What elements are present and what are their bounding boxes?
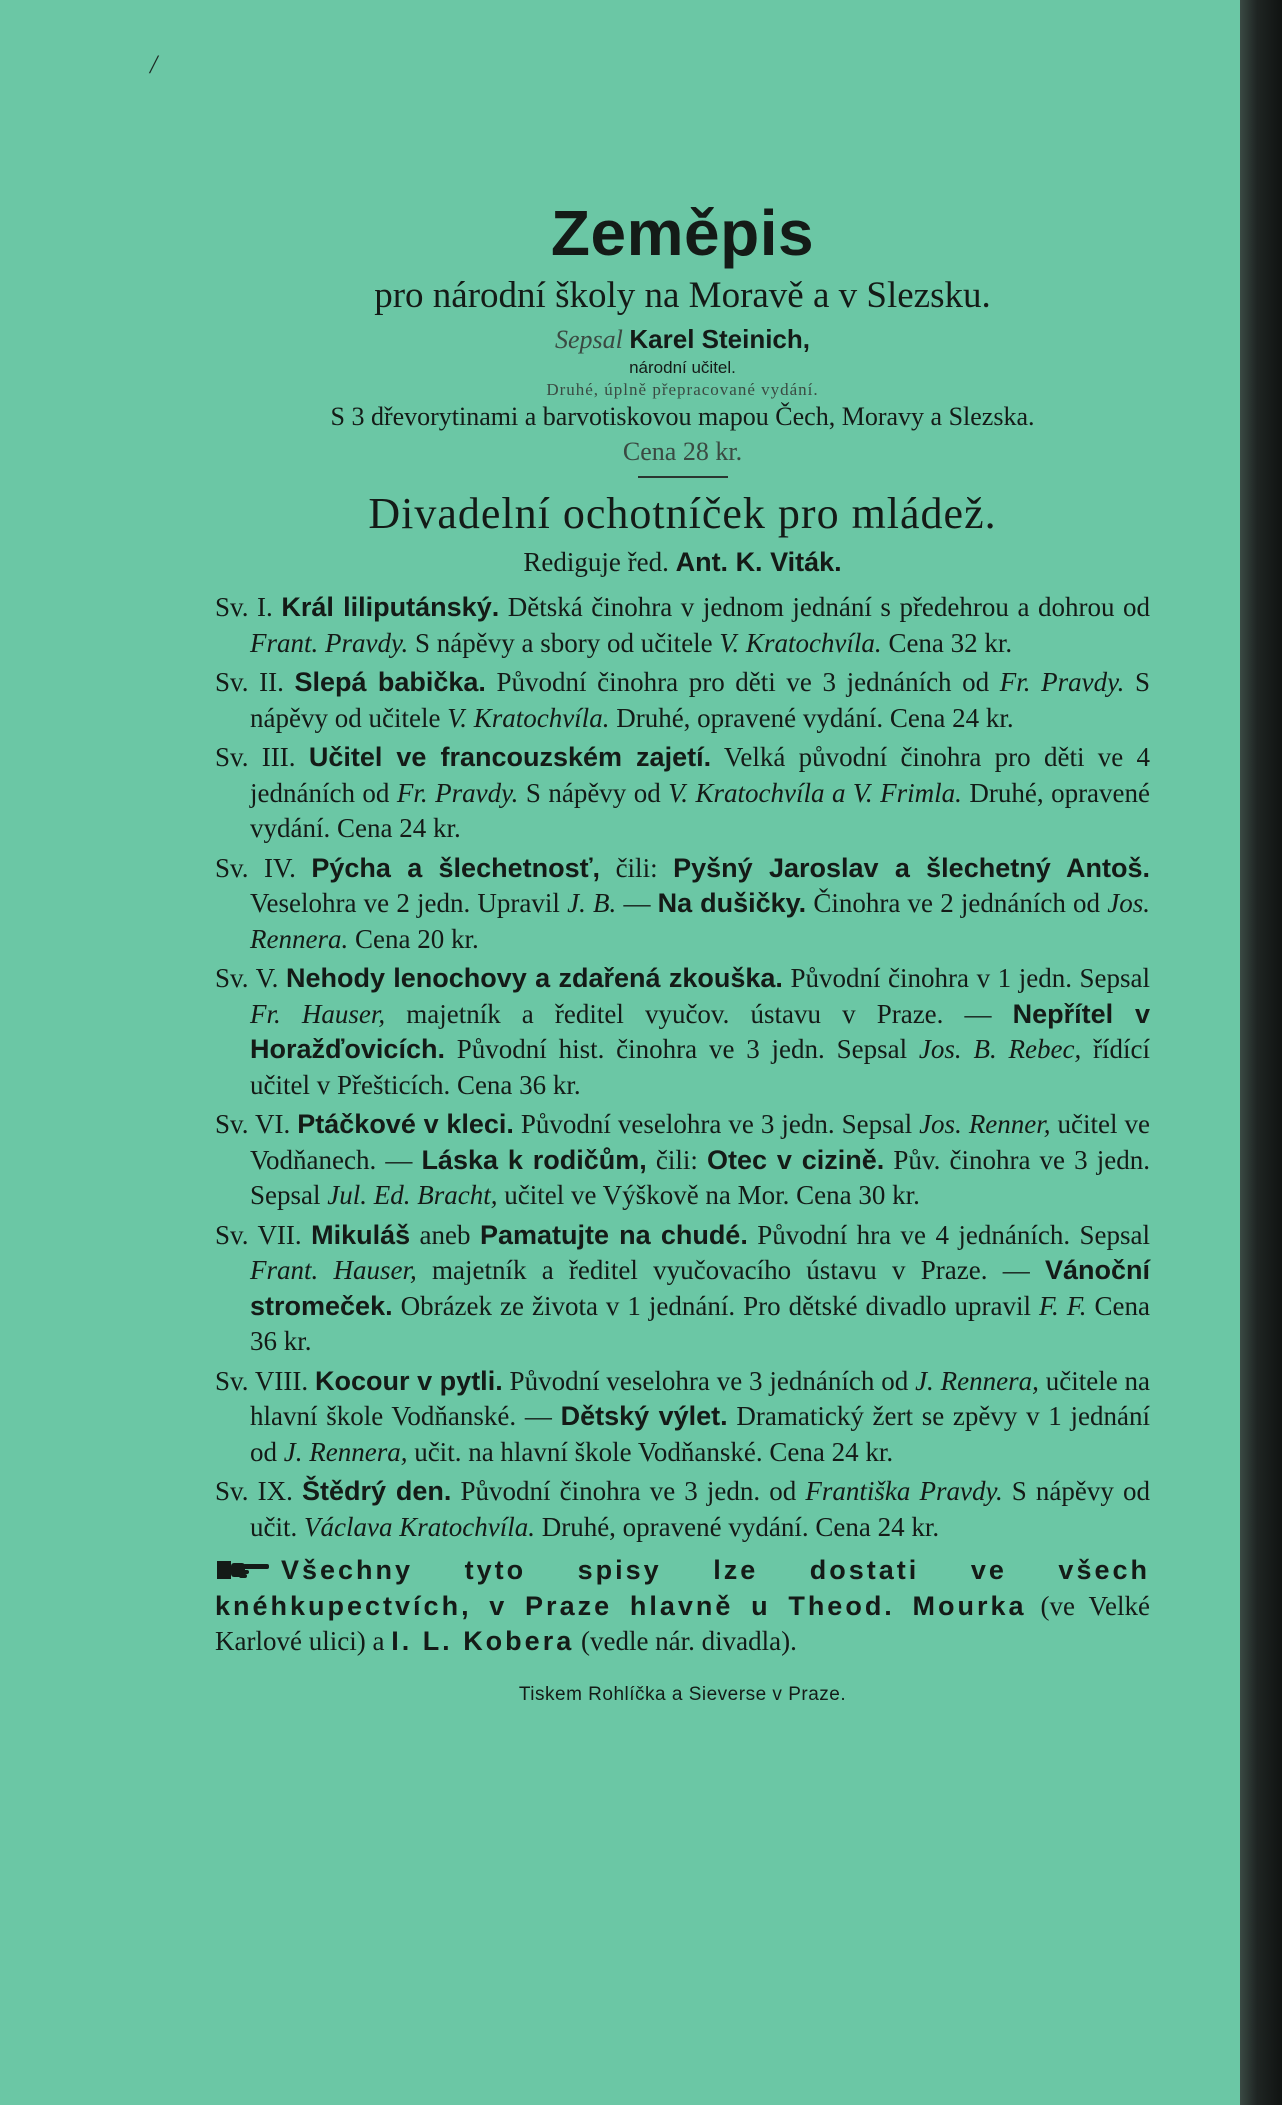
availability-notice [215, 1553, 1150, 1660]
play-title: Ptáčkové v kleci. [297, 1109, 514, 1140]
play-title: Láska k rodičům, [421, 1144, 647, 1175]
series-title: Divadelní ochotníček pro mládež. [368, 489, 997, 539]
text-run: (ve Velké Karlové ulici) a [215, 1590, 1150, 1657]
text-run: Cena 20 kr. [348, 923, 479, 954]
person-name: Fr. Pravdy. [396, 777, 519, 808]
entry-2 [215, 665, 1150, 736]
entry-volume: Sv. VIII. [215, 1365, 309, 1396]
entry-1 [215, 590, 1150, 661]
entry-list [215, 590, 1150, 1660]
printer-credit: Tiskem Rohlíčka a Sieverse v Praze. [518, 1683, 847, 1705]
text-run: S nápěvy a sbory od učitele [408, 627, 720, 658]
text-run: Původní veselohra ve 3 jedn. Sepsal [513, 1109, 920, 1140]
person-name: Jos. B. Rebec, [918, 1034, 1082, 1065]
notice-emphasis: Všechny tyto spisy lze dostati ve všech knéhkupectvích, v Praze hlavně u Theod. Mourka [215, 1555, 1150, 1621]
edition-note: Druhé, úplně přepracované vydání. [546, 380, 819, 400]
entry-text [250, 853, 1150, 954]
play-title: Pyšný Jaroslav a šlechetný Antoš. [673, 852, 1151, 883]
text-run: čili: [600, 852, 674, 883]
play-title: Učitel ve francouzském zajetí. [308, 742, 712, 773]
entry-3 [215, 740, 1150, 847]
person-name: V. Kratochvíla. [447, 702, 610, 733]
entry-volume: Sv. VI. [215, 1109, 291, 1140]
play-title: Slepá babička. [294, 667, 486, 698]
entry-text [250, 592, 1150, 658]
play-title: Na dušičky. [657, 888, 807, 919]
entry-9 [215, 1474, 1150, 1545]
person-name: F. F. [1039, 1290, 1087, 1321]
pencil-mark: / [150, 50, 158, 79]
text-run: řídící učitel v Přešticích. Cena 36 kr. [250, 1034, 1151, 1100]
play-title: Král liliputánský. [281, 592, 500, 623]
play-title: Štědrý den. [301, 1476, 452, 1507]
text-run: Pův. činohra ve 3 jedn. Sepsal [250, 1144, 1150, 1211]
entry-volume: Sv. I. [215, 592, 273, 623]
text-run: — [616, 888, 658, 919]
text-run: učitel ve Výškově na Mor. Cena 30 kr. [497, 1180, 920, 1211]
text-run: Dramatický žert se zpěvy v 1 jednání od [250, 1401, 1150, 1467]
entry-4 [215, 851, 1150, 958]
text-run: Cena 32 kr. [881, 627, 1013, 658]
author-role: národní učitel. [629, 357, 736, 377]
person-name: Václava Kratochvíla. [304, 1511, 535, 1542]
play-title: Dětský výlet. [560, 1401, 728, 1432]
advertisement-page [215, 197, 1151, 1706]
entry-text [250, 1109, 1150, 1210]
person-name: J. Rennera, [915, 1365, 1039, 1396]
entry-volume: Sv. II. [215, 667, 284, 698]
person-name: Fr. Pravdy. [999, 667, 1125, 698]
text-run: učit. na hlavní škole Vodňanské. Cena 24 kr. [407, 1436, 894, 1467]
series-editor [215, 545, 1150, 581]
play-title: Pamatujte na chudé. [479, 1219, 748, 1250]
text-run: S nápěvy od učitele [250, 667, 1150, 733]
text-run: Druhé, opravené vydání. Cena 24 kr. [534, 1511, 940, 1542]
author-line [215, 323, 1150, 357]
play-title: Nehody lenochovy a zdařená zkouška. [285, 963, 783, 994]
play-title: Nepřítel v Horažďovicích. [250, 998, 1151, 1065]
text-run: majetník a ředitel vyučovacího ústavu v Praze. — [416, 1255, 1045, 1286]
entry-text [250, 1220, 1150, 1357]
text-run: Původní hist. činohra ve 3 jedn. Sepsal [444, 1034, 919, 1065]
entry-7 [215, 1218, 1150, 1360]
editor-label: Rediguje řed. [523, 546, 669, 577]
entry-5 [215, 961, 1150, 1103]
book-subtitle: pro národní školy na Moravě a v Slezsku. [374, 275, 991, 317]
notice-text [215, 1555, 1150, 1656]
person-name: J. Rennera, [283, 1436, 408, 1467]
text-run: Činohra ve 2 jednáních od [806, 888, 1108, 919]
play-title: Mikuláš [311, 1219, 411, 1250]
person-name: Frant. Hauser, [250, 1255, 417, 1286]
entry-volume: Sv. III. [215, 742, 296, 773]
text-run: čili: [646, 1144, 707, 1175]
book-spine-edge [1240, 0, 1282, 2105]
text-run: učitel ve Vodňanech. — [250, 1109, 1150, 1175]
play-title: Vánoční stromeček. [250, 1255, 1150, 1321]
text-run: Původní činohra pro děti ve 3 jednáních od [485, 667, 1000, 698]
book-title: Zeměpis [550, 197, 815, 269]
entry-volume: Sv. V. [215, 963, 279, 994]
text-run: učitele na hlavní škole Vodňanské. — [250, 1365, 1151, 1432]
text-run: Původní činohra ve 3 jedn. od [451, 1476, 806, 1507]
person-name: Františka Pravdy. [805, 1476, 1003, 1507]
text-run: Druhé, opravené vydání. Cena 24 kr. [250, 777, 1151, 844]
text-run: S nápěvy od [518, 777, 669, 808]
entry-8 [215, 1364, 1150, 1471]
person-name: Fr. Hauser, [250, 998, 386, 1029]
play-title: Otec v cizině. [706, 1144, 885, 1175]
person-name: Jos. Renner, [919, 1109, 1051, 1140]
text-run: aneb [410, 1219, 480, 1250]
text-run: Veselohra ve 2 jedn. Upravil [250, 888, 568, 919]
person-name: Jul. Ed. Bracht, [327, 1180, 498, 1211]
book-price: Cena 28 kr. [622, 436, 743, 466]
divider [638, 476, 728, 478]
entry-6 [215, 1107, 1150, 1214]
author-name: Karel Steinich, [629, 324, 810, 355]
text-run: majetník a ředitel vyučov. ústavu v Praze. — [385, 998, 1013, 1029]
entry-text [250, 1366, 1150, 1467]
text-run: Druhé, opravené vydání. Cena 24 kr. [609, 702, 1014, 733]
person-name: J. B. [567, 888, 617, 919]
entry-text [250, 1476, 1150, 1542]
book-description: S 3 dřevorytinami a barvotiskovou mapou Čech, Moravy a Slezska. [330, 402, 1035, 432]
person-name: V. Kratochvíla a V. Frimla. [668, 777, 962, 808]
person-name: Frant. Pravdy. [250, 627, 409, 658]
author-prefix: Sepsal [554, 325, 623, 355]
text-run: Dětská činohra v jednom jednání s předehrou a dohrou od [499, 592, 1151, 623]
person-name: V. Kratochvíla. [719, 627, 882, 658]
text-run: Původní hra ve 4 jednáních. Sepsal [747, 1219, 1150, 1250]
person-name: Jos. Rennera. [250, 888, 1150, 954]
play-title: Kocour v pytli. [314, 1365, 503, 1396]
play-title: Pýcha a šlechetnosť, [311, 852, 601, 883]
pointing-hand-icon [215, 1555, 271, 1583]
text-run: Původní veselohra ve 3 jednáních od [502, 1365, 916, 1396]
entry-volume: Sv. VII. [215, 1219, 302, 1250]
entry-text [250, 742, 1150, 843]
text-run: S nápěvy od učit. [250, 1476, 1151, 1542]
text-run: (vedle nár. divadla). [574, 1626, 797, 1657]
editor-name: Ant. K. Viták. [675, 546, 842, 577]
entry-text [250, 963, 1150, 1100]
text-run: Obrázek ze života v 1 jednání. Pro dětské divadlo upravil [392, 1290, 1039, 1321]
text-run: Velká původní činohra pro děti ve 4 jednáních od [250, 742, 1151, 808]
entry-text [250, 667, 1150, 733]
text-run: Původní činohra v 1 jedn. Sepsal [782, 963, 1151, 994]
notice-emphasis: I. L. Kobera [391, 1626, 575, 1657]
entry-volume: Sv. IX. [215, 1476, 293, 1507]
text-run: Cena 36 kr. [250, 1290, 1150, 1357]
entry-volume: Sv. IV. [215, 852, 296, 883]
